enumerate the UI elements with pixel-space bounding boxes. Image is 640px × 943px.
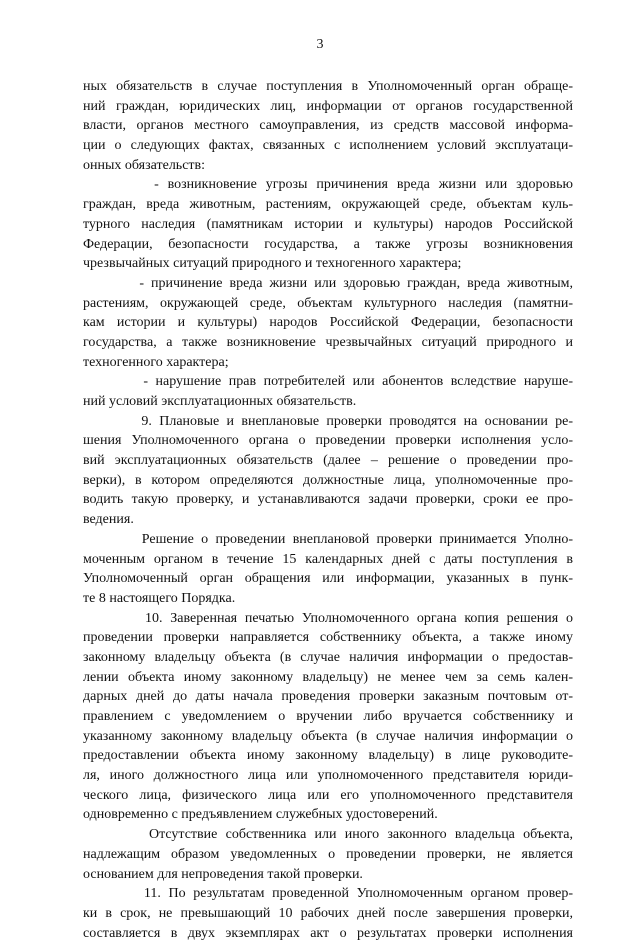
text-line: те 8 настоящего Порядка. — [83, 590, 236, 606]
text-line: растениям, окружающей среде, объектам культурного наследия (памятни- — [83, 295, 573, 311]
text-line: ческого лица, физического лица или его уполномоченного представителя — [83, 787, 573, 803]
text-line: ний условий эксплуатационных обязательств. — [83, 394, 357, 409]
text-line: государства, а также возникновение чрезвычайных ситуаций природного и — [83, 334, 573, 350]
text-line: правлением с уведомлением о вручении либо вручается собственнику и — [83, 709, 573, 724]
text-line: Отсутствие собственника или иного законного владельца объекта, — [83, 827, 573, 843]
text-line: турного наследия (памятникам истории и культуры) народов Российской — [83, 216, 573, 232]
text-line: верки), в котором определяются должностные лица, уполномоченные про- — [83, 472, 573, 488]
text-line: 9. Плановые и внеплановые проверки проводятся на основании ре- — [83, 413, 573, 429]
text-line: - причинение вреда жизни или здоровью граждан, вреда животным, — [83, 275, 573, 291]
text-line: - возникновение угрозы причинения вреда жизни или здоровью — [83, 177, 573, 193]
text-line: онных обязательств: — [83, 157, 206, 173]
text-line: шения Уполномоченного органа о проведении проверки исполнения усло- — [83, 433, 573, 449]
text-line: ных обязательств в случае поступления в Уполномоченный орган обраще- — [83, 79, 573, 94]
text-line: лении объекта иному законному владельцу) не менее чем за семь кален- — [83, 669, 573, 685]
text-line: водить такую проверку, и устанавливаются задачи проверки, сроки ее про- — [83, 492, 573, 508]
text-line: основанием для непроведения такой проверки. — [83, 866, 363, 882]
text-line: вий эксплуатационных обязательств (далее – решение о проведении про- — [83, 453, 573, 469]
text-line: 10. Заверенная печатью Уполномоченного органа копия решения о — [83, 610, 573, 626]
text-line: законному владельцу объекта (в случае наличия информации о предостав- — [83, 649, 573, 665]
text-line: кам истории и культуры) народов Российской Федерации, безопасности — [83, 315, 573, 331]
text-line: ля, иного должностного лица или уполномоченного представителя юриди- — [83, 768, 573, 784]
text-line: составляется в двух экземплярах акт о результатах проверки исполнения — [83, 925, 573, 941]
text-line: ции о следующих фактах, связанных с исполнением условий эксплуатаци- — [83, 138, 573, 154]
text-line: проведении проверки направляется собственнику объекта, а также иному — [83, 630, 573, 646]
text-line: предоставлении объекта иному законному владельцу) в лице руководите- — [83, 748, 573, 764]
text-line: Уполномоченный орган обращения или информации, указанных в пунк- — [83, 571, 573, 587]
text-line: граждан, вреда животным, растениям, окружающей среде, объектам куль- — [83, 197, 573, 213]
text-line: техногенного характера; — [83, 354, 229, 370]
text-line: моченным органом в течение 15 календарных дней с даты поступления в — [83, 551, 573, 567]
text-line: Федерации, безопасности государства, а также угрозы возникновения — [83, 236, 573, 252]
text-line: 11. По результатам проведенной Уполномоченным органом провер- — [83, 886, 573, 902]
text-line: ки в срок, не превышающий 10 рабочих дней после завершения проверки, — [83, 905, 573, 921]
text-line: одновременно с предъявлением служебных удостоверений. — [83, 807, 438, 823]
text-line: чрезвычайных ситуаций природного и техногенного характера; — [83, 256, 462, 272]
document-body — [83, 77, 573, 943]
text-line: Решение о проведении внеплановой проверки принимается Уполно- — [83, 531, 573, 547]
page-number: 3 — [316, 37, 324, 52]
text-line: - нарушение прав потребителей или абонентов вследствие наруше- — [83, 374, 573, 390]
text-line: надлежащим образом уведомленных о проведении проверки, не является — [83, 846, 573, 862]
text-line: власти, органов местного самоуправления, из средств массовой информа- — [83, 118, 573, 134]
text-line: ведения. — [83, 512, 134, 528]
text-line: указанному законному владельцу объекта (в случае наличия информации о — [83, 728, 573, 744]
text-line: дарных дней до даты начала проведения проверки заказным почтовым от- — [83, 689, 573, 705]
text-line: ний граждан, юридических лиц, информации от органов государственной — [83, 98, 573, 114]
